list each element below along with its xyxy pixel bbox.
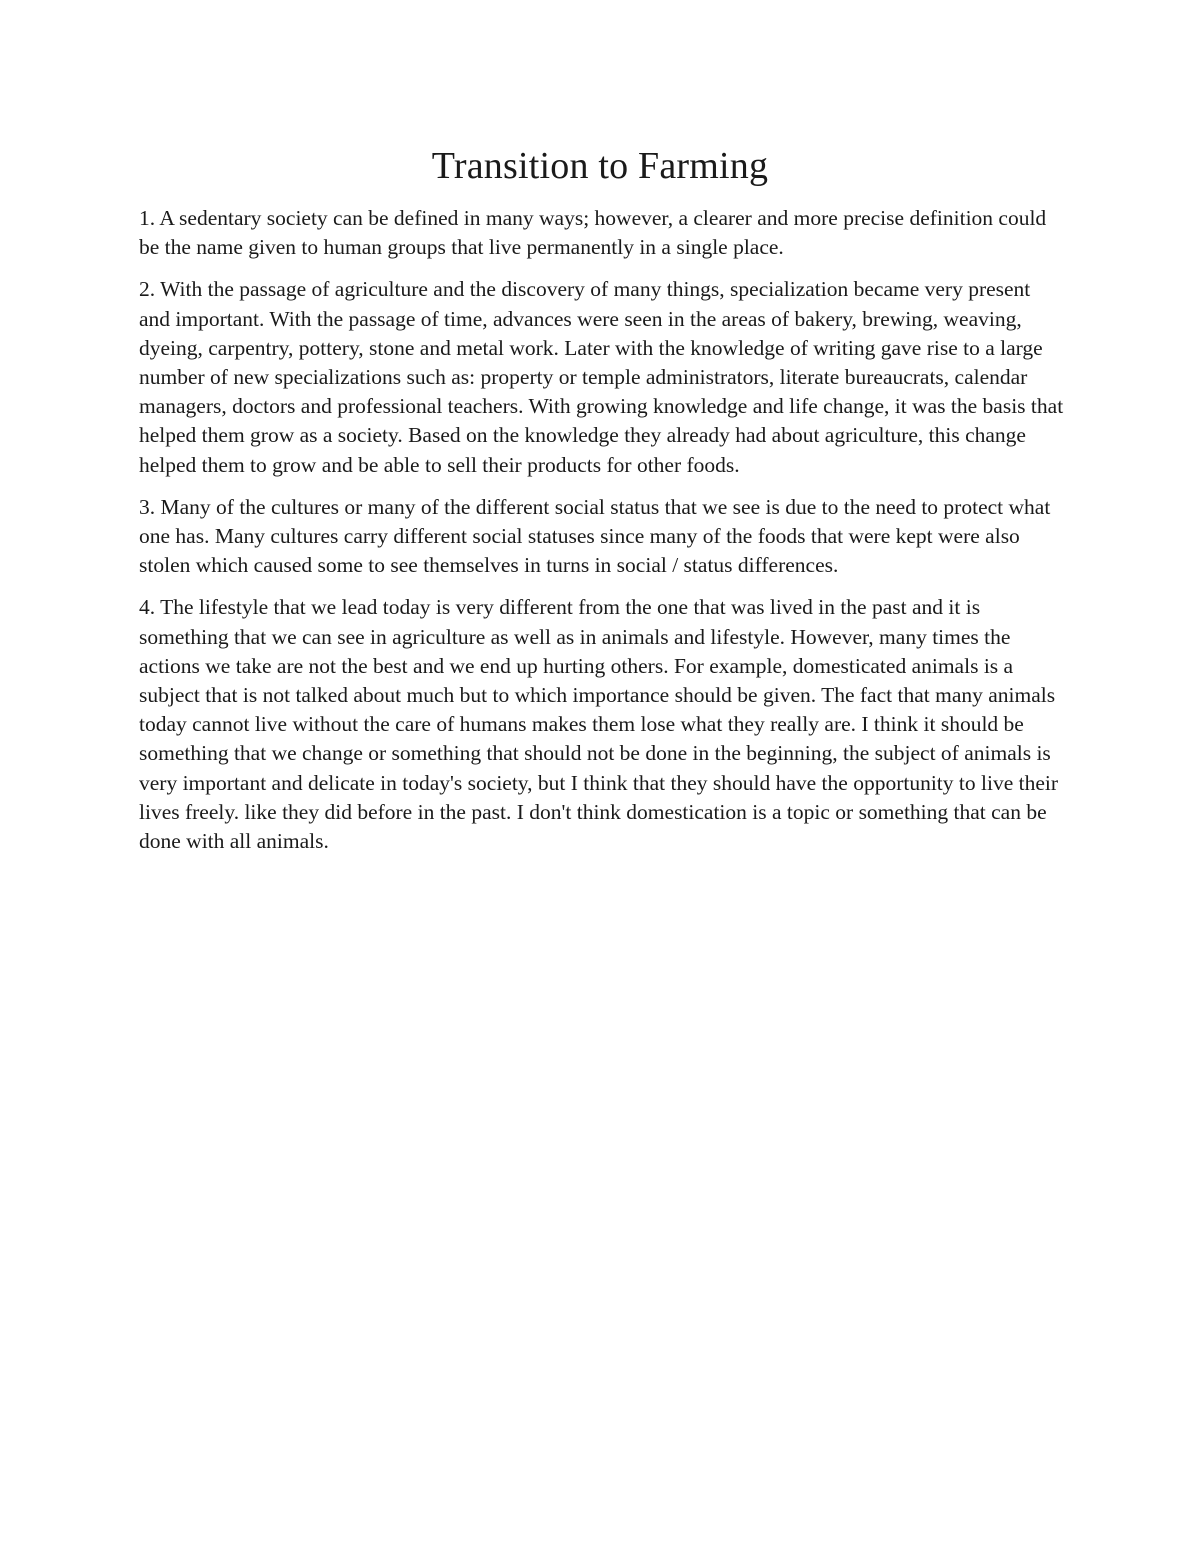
paragraph-3: 3. Many of the cultures or many of the different social status that we see is due to the need to protect what one has. Many cultures carry different social statuses since many of the foods that were kept were also stolen which caused some to see themselves in turns in social / status differences.	[139, 494, 1051, 578]
paragraph-1: 1. A sedentary society can be defined in many ways; however, a clearer and more precise definition could be the name given to human groups that live permanently in a single place.	[139, 206, 1047, 260]
paragraph-4: 4. The lifestyle that we lead today is very different from the one that was lived in the past and it is something that we can see in agriculture as well as in animals and lifestyle. However, many times the actions we take are not the best and we end up hurting others. For example, domesticated animals is a subject that is not talked about much but to which importance should be given. The fact that many animals today cannot live without the care of humans makes them lose what they really are. I think it should be something that we change or something that should not be done in the beginning, the subject of animals is very important and delicate in today's society, but I think that they should have the opportunity to live their lives freely. like they did before in the past. I don't think domestication is a topic or something that can be done with all animals.	[139, 595, 1059, 854]
document-body	[139, 204, 1064, 869]
paragraph-2: 2. With the passage of agriculture and the discovery of many things, specialization became very present and important. With the passage of time, advances were seen in the areas of bakery, brewing, weaving, dyeing, carpentry, pottery, stone and metal work. Later with the knowledge of writing gave rise to a large number of new specializations such as: property or temple administrators, literate bureaucrats, calendar managers, doctors and professional teachers. With growing knowledge and life change, it was the basis that helped them grow as a society. Based on the knowledge they already had about agriculture, this change helped them to grow and be able to sell their products for other foods.	[139, 277, 1064, 477]
document-title: Transition to Farming	[431, 145, 769, 187]
